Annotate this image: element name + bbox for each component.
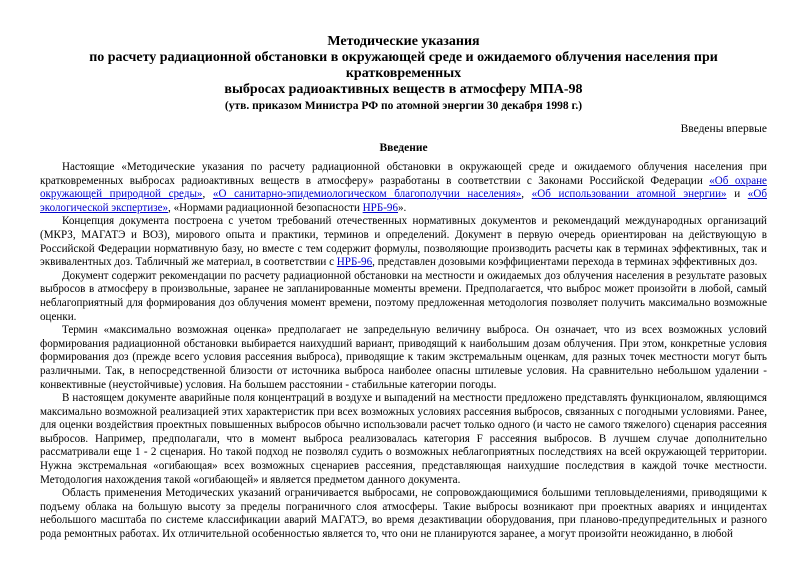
p1-sep: , «Нормами радиационной безопасности	[168, 201, 363, 214]
section-title: Введение	[379, 142, 428, 154]
paragraph-4: Термин «максимально возможная оценка» предполагает не запредельную величину выброса. Он означает, что из всех возможных условий формирования радиационной обстановки выбирается наихудший вариант, приводящий к наибольшим дозам облучения. При этом, конкретные условия формирования доз (прежде всего условия рассеяния выброса), приводящие к таким экстремальным оценкам, для разных точек местности могут быть различными. Так, в непосредственной близости от источника выброса наиболее опасны штилевые условия. На сравнительно небольшом удалении - конвективные (неустойчивые) условия. На большем расстоянии - стабильные категории погоды.	[40, 324, 767, 391]
paragraph-5: В настоящем документе аварийные поля концентраций в воздухе и выпадений на местности предложено представлять функционалом, являющимся максимально возможной реализацией этих характеристик при всех возможных условиях рассеяния выбросов, связанных с погодными условиями. Ранее, для оценки воздействия проектных повышенных выбросов обычно использовали расчет только одного (и часто не самого тяжелого) сценария рассеяния выбросов. Например, предполагали, что в момент выброса реализовалась категория F рассеяния выбросов. В лучшем случае дополнительно рассматривали еще 1 - 2 сценария. Но такой подход не позволял судить о возможных неблагоприятных последствиях на всей окружающей территории. Нужна экстремальная «огибающая» всех возможных сценариев рассеяния, представляющая наихудшие последствия в каждой точке местности. Методология нахождения такой «огибающей» и является предметом данного документа.	[40, 392, 767, 486]
law-link-ecological-expertise[interactable]: «Об экологической экспертизе»	[40, 188, 767, 214]
p2-text-end: , представлен дозовыми коэффициентами перехода в терминах эффективных доз.	[372, 256, 758, 269]
nrb-96-link[interactable]: НРБ-96	[362, 201, 398, 214]
nrb-96-link[interactable]: НРБ-96	[336, 256, 373, 269]
title-line-1: Методические указания	[327, 34, 480, 49]
p1-text: Настоящие «Методические указания по расчету радиационной обстановки в окружающей среде и ожидаемого облучения населения при кратковременных выбросах радиоактивных веществ в атмосферу» разработаны в соответствии с Законами Российской Федерации	[40, 161, 767, 187]
law-link-environment[interactable]: «Об охране окружающей природной среды»	[40, 174, 767, 201]
intro-note: Введены впервые	[680, 123, 767, 135]
document-title	[40, 34, 767, 114]
law-link-sanitary[interactable]: «О санитарно-эпидемиологическом благополучии населения»	[212, 188, 522, 201]
p1-sep: и	[726, 188, 748, 201]
approval-note: (утв. приказом Министра РФ по атомной энергии 30 декабря 1998 г.)	[224, 100, 583, 112]
paragraph-2	[40, 215, 767, 269]
paragraph-1	[40, 161, 767, 215]
law-link-atomic-energy[interactable]: «Об использовании атомной энергии»	[531, 188, 727, 201]
p1-end: ».	[398, 201, 407, 214]
paragraph-6: Область применения Методических указаний ограничивается выбросами, не сопровождающимися большими тепловыделениями, приводящими к подъему облака на большую высоту за пределы пограничного слоя атмосферы. Такие выбросы возникают при проектных авариях и инцидентах небольшого масштаба по системе классификации аварий МАГАТЭ, во время дезактивации оборудования, при планово-предупредительных и разного рода ремонтных работах. Их отличительной особенностью является то, что они не планируются заранее, а могут произойти неожиданно, в любой	[40, 487, 767, 541]
title-line-3: выбросах радиоактивных веществ в атмосферу МПА-98	[224, 82, 583, 97]
paragraph-3: Документ содержит рекомендации по расчету радиационной обстановки на местности и ожидаемых доз облучения населения в результате разовых выбросов в атмосферу в произвольные, заранее не запланированные моменты времени. Предполагается, что выброс может произойти в любой, самый неблагоприятный для формирования доз облучения момент времени, поэтому предложенная методология позволяет получить максимально возможные оценки.	[40, 269, 767, 323]
p1-sep: ,	[521, 188, 532, 201]
p2-text: Концепция документа построена с учетом требований отечественных нормативных документов и рекомендаций международных организаций (МКРЗ, МАГАТЭ и ВОЗ), мирового опыта и практики, терминов и определений. Документ в первую очередь ориентирован на действующую в Российской Федерации нормативную базу, но вместе с тем содержит формулы, позволяющие производить расчеты как в терминах эффективных, так и эквивалентных доз. Табличный же материал, в соответствии с	[40, 215, 767, 269]
title-line-2: по расчету радиационной обстановки в окружающей среде и ожидаемого облучения населения при кратковременных	[89, 50, 718, 81]
p1-sep: ,	[202, 188, 213, 201]
